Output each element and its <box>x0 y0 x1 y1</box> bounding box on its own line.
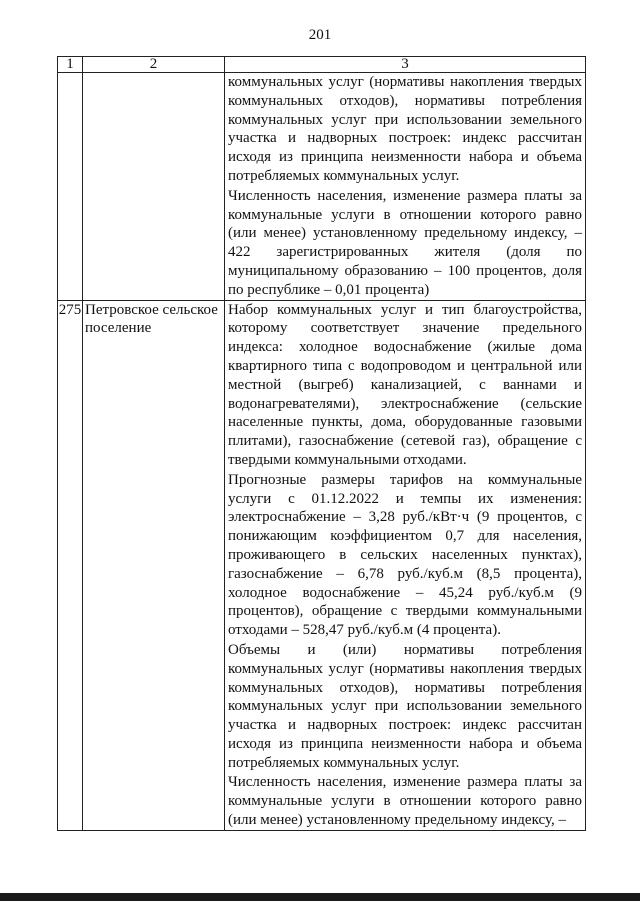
table-row-continued <box>58 73 586 301</box>
description-paragraph: Прогнозные размеры тарифов на коммунальные услуги с 01.12.2022 и темпы их изменения: электроснабжение – 3,28 руб./кВт·ч (9 процентов, с понижающим коэффициентом 0,7 для населения, проживающего в сельских населенных пунктах), газоснабжение – 6,78 руб./куб.м (8,5 процента), холодное водоснабжение – 45,24 руб./куб.м (9 процентов), обращение с твердыми коммунальными отходами – 528,47 руб./куб.м (4 процента). <box>228 471 582 639</box>
description-paragraph: Численность населения, изменение размера платы за коммунальные услуги в отношении которого равно (или менее) установленному предельному индексу, – 422 зарегистрированных жителя (доля по муниципальному образованию – 100 процентов, доля по республике – 0,01 процента) <box>228 187 582 298</box>
description-paragraph: Численность населения, изменение размера платы за коммунальные услуги в отношении которого равно (или менее) установленному предельному индексу, – <box>228 774 582 829</box>
row-number-cell: 275 <box>58 300 83 830</box>
description-paragraph: Набор коммунальных услуг и тип благоустройства, которому соответствует значение предельного индекса: холодное водоснабжение (жилые дома квартирного типа с водопроводом и центральной или местной (выгреб) канализацией, с ваннами и водонагревателями), электроснабжение (сельские населенные пункты, дома, оборудованные газовыми плитами), газоснабжение (сетевой газ), обращение с твердыми коммунальными отходами. <box>228 301 582 468</box>
municipality-cell <box>83 73 225 301</box>
table-row-275 <box>58 300 586 830</box>
description-cell <box>225 73 586 301</box>
column-header-2: 2 <box>83 57 225 73</box>
table-header-row <box>58 57 586 73</box>
page-number: 201 <box>308 27 332 43</box>
column-header-1: 1 <box>58 57 83 73</box>
municipality-name: Петровское сельское поселение <box>83 300 225 830</box>
indices-table <box>57 56 586 831</box>
column-header-3: 3 <box>225 57 586 73</box>
description-paragraph: Объемы и (или) нормативы потребления коммунальных услуг (нормативы накопления твердых коммунальных отходов), нормативы потребления коммунальных услуг при использовании земельного участка и надворных построек: индекс рассчитан исходя из принципа неизменности набора и объема потребляемых коммунальных услуг. <box>228 641 582 771</box>
scan-edge-bar <box>0 893 640 901</box>
description-cell <box>225 300 586 830</box>
row-number-cell <box>58 73 83 301</box>
description-paragraph: коммунальных услуг (нормативы накопления твердых коммунальных отходов), нормативы потребления коммунальных услуг при использовании земельного участка и надворных построек: индекс рассчитан исходя из принципа неизменности набора и объема потребляемых коммунальных услуг. <box>228 74 582 184</box>
